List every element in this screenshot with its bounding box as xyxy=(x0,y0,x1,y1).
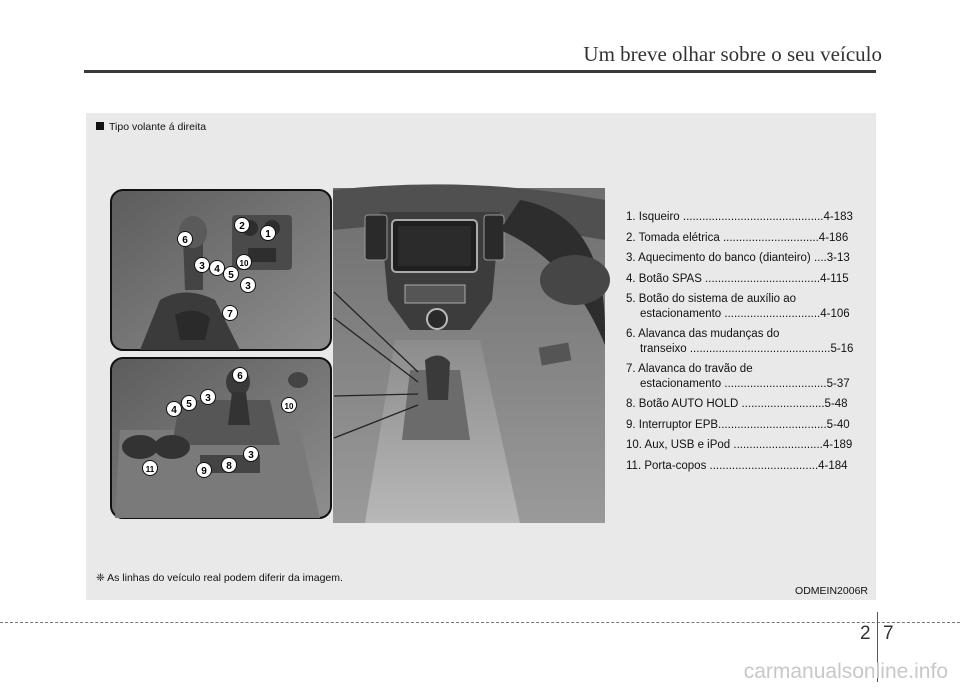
svg-text:6: 6 xyxy=(237,371,243,382)
legend-item xyxy=(626,438,856,453)
legend-item xyxy=(626,459,856,474)
callout-marker xyxy=(195,258,210,273)
callout-marker xyxy=(167,402,182,417)
svg-text:4: 4 xyxy=(214,264,220,275)
svg-text:2: 2 xyxy=(239,221,245,232)
callout-marker xyxy=(182,396,197,411)
svg-text:7: 7 xyxy=(227,309,233,320)
legend-item xyxy=(626,362,856,391)
svg-text:9: 9 xyxy=(201,466,207,477)
svg-text:4: 4 xyxy=(171,405,177,416)
legend-item xyxy=(626,418,856,433)
svg-text:5: 5 xyxy=(228,270,234,281)
callout-marker xyxy=(143,461,158,476)
callout-marker xyxy=(237,255,252,270)
page-footer-rule xyxy=(0,622,960,623)
svg-text:11: 11 xyxy=(145,465,155,474)
svg-text:3: 3 xyxy=(205,393,211,404)
legend-item-continuation: estacionamento ..............................4-106 xyxy=(640,307,850,320)
legend-item xyxy=(626,272,856,287)
legend-item-text: 7. Alavanca do travão de xyxy=(626,363,753,375)
legend-item-text: 10. Aux, USB e iPod ............................4-189 xyxy=(626,439,853,451)
svg-text:3: 3 xyxy=(248,450,254,461)
legend-item-continuation: transeixo ............................................5-16 xyxy=(640,342,854,355)
callout-marker xyxy=(197,463,212,478)
page-header-title: Um breve olhar sobre o seu veículo xyxy=(583,42,882,66)
callout-marker xyxy=(282,398,297,413)
callout-marker xyxy=(178,232,193,247)
legend-item-text: 2. Tomada elétrica ..............................4-186 xyxy=(626,231,849,244)
svg-text:5: 5 xyxy=(186,399,192,410)
dashboard-image xyxy=(333,184,610,523)
legend-item-text: 8. Botão AUTO HOLD ..........................5-48 xyxy=(626,398,848,410)
watermark: carmanualsonline.info xyxy=(743,660,948,683)
legend-item-text: 3. Aquecimento do banco (dianteiro) ....3-13 xyxy=(626,252,850,264)
caption-text: Tipo volante á direita xyxy=(109,121,207,133)
legend-item xyxy=(626,397,856,412)
legend-item-text: 6. Alavanca das mudanças do xyxy=(626,328,780,340)
footnote: ❈ As linhas do veículo real podem diferir da imagem. xyxy=(96,572,343,584)
callout-marker xyxy=(241,278,256,293)
legend-item xyxy=(626,292,856,321)
legend-item-text: 4. Botão SPAS ....................................4-115 xyxy=(626,272,849,285)
image-code: ODMEIN2006R xyxy=(795,585,868,597)
legend-item xyxy=(626,251,856,266)
svg-text:3: 3 xyxy=(245,281,251,292)
legend-item-continuation: estacionamento ................................5-37 xyxy=(640,377,850,390)
legend-item-text: 9. Interruptor EPB..................................5-40 xyxy=(626,418,850,431)
callout-marker xyxy=(244,447,259,462)
parts-legend xyxy=(626,210,856,479)
svg-text:1: 1 xyxy=(265,229,271,240)
callout-marker xyxy=(222,458,237,473)
legend-item xyxy=(626,327,856,356)
svg-text:8: 8 xyxy=(226,461,232,472)
inset-bottom-image xyxy=(111,358,331,518)
svg-text:10: 10 xyxy=(284,402,294,411)
legend-item-text: 11. Porta-copos ..................................4-184 xyxy=(626,459,848,472)
legend-item-text: 1. Isqueiro ............................................4-183 xyxy=(626,211,853,223)
callout-marker xyxy=(233,368,248,383)
svg-text:3: 3 xyxy=(199,261,205,272)
callout-marker xyxy=(223,306,238,321)
callout-marker xyxy=(235,218,250,233)
legend-item xyxy=(626,231,856,246)
callout-marker xyxy=(201,390,216,405)
svg-text:6: 6 xyxy=(182,235,188,246)
callout-marker xyxy=(210,261,225,276)
callout-marker xyxy=(224,267,239,282)
page-number: 7 xyxy=(883,623,894,644)
svg-text:10: 10 xyxy=(239,259,249,268)
chapter-number: 2 xyxy=(860,623,871,644)
callout-marker xyxy=(261,226,276,241)
legend-item xyxy=(626,210,856,225)
legend-item-text: 5. Botão do sistema de auxílio ao xyxy=(626,293,797,305)
